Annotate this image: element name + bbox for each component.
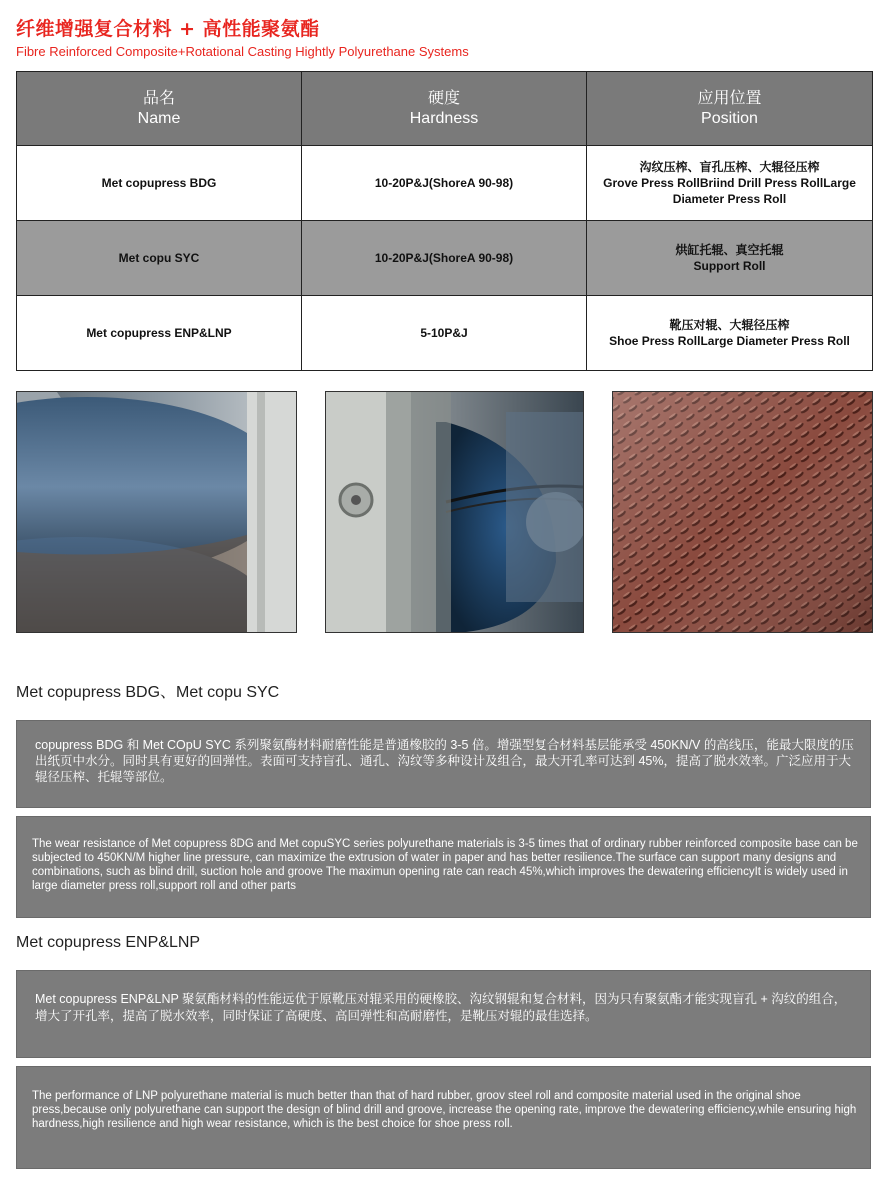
position-cn: 烘缸托辊、真空托辊 <box>675 243 784 257</box>
position-en: Shoe Press RollLarge Diameter Press Roll <box>609 334 850 348</box>
description-text: The wear resistance of Met copupress 8DG and Met copuSYC series polyurethane materials is 3-5 times that of ordinary rubber reinforced composite base can be subjected to 450KN/M higher line pressure, can maximize the extrusion of water in paper and has better resilience.The surface can support many designs and combinations, such as blind drill, suction hole and groove The maximun opening rate can reach 45%,which improves the dewatering efficiencyIt is widely used in large diameter press roll,support roll and other parts <box>32 838 858 892</box>
description-box-en <box>16 1066 871 1169</box>
cell-name: Met copupress ENP&LNP <box>17 296 302 371</box>
table-row <box>17 146 873 221</box>
machine-photo <box>325 391 584 633</box>
table-row <box>17 221 873 296</box>
description-text: The performance of LNP polyurethane material is much better than that of hard rubber, groov steel roll and composite material used in the original shoe press,because only polyurethane can support the design of blind drill and groove, increase the opening rate, improve the dewatering efficiency,while ensuring high hardness,high resilience and high wear resistance, which is the best choice for shoe press roll. <box>32 1090 857 1130</box>
page-title-en: Fibre Reinforced Composite+Rotational Casting Hightly Polyurethane Systems <box>16 44 469 59</box>
description-box-cn <box>16 720 871 808</box>
description-text: Met copupress ENP&LNP 聚氨酯材料的性能远优于原靴压对辊采用的硬橡胶、沟纹钢辊和复合材料，因为只有聚氨酯才能实现盲孔 + 沟纹的组合，增大了开孔率，提高了脱水效率，同时保证了高硬度、高回弹性和高耐磨性，是靴压对辊的最佳选择。 <box>35 992 847 1023</box>
cell-position <box>587 221 873 296</box>
cell-hardness: 10-20P&J(ShoreA 90-98) <box>302 221 587 296</box>
description-box-en <box>16 816 871 918</box>
col-header-label-en: Hardness <box>409 109 479 127</box>
col-header-name <box>17 72 302 146</box>
col-header-position <box>587 72 873 146</box>
roll-surface-texture-photo <box>612 391 873 633</box>
cell-hardness: 10-20P&J(ShoreA 90-98) <box>302 146 587 221</box>
page-title-cn: 纤维增强复合材料 + 高性能聚氨酯 <box>16 18 320 40</box>
spec-table <box>16 71 873 371</box>
table-header-row <box>17 72 873 146</box>
col-header-label-en: Name <box>137 109 181 127</box>
cell-position <box>587 146 873 221</box>
cell-name: Met copu SYC <box>17 221 302 296</box>
col-header-label-cn: 硬度 <box>427 89 460 107</box>
position-cn: 沟纹压榨、盲孔压榨、大辊径压榨 <box>639 160 820 174</box>
section-heading: Met copupress BDG、Met copu SYC <box>16 684 280 701</box>
position-en: Support Roll <box>693 259 766 273</box>
press-roll-photo <box>16 391 297 633</box>
col-header-label-en: Position <box>701 109 758 127</box>
cell-hardness: 5-10P&J <box>302 296 587 371</box>
description-box-cn <box>16 970 871 1058</box>
position-en: Grove Press RollBriind Drill Press RollLarge Diameter Press Roll <box>603 176 856 206</box>
cell-name: Met copupress BDG <box>17 146 302 221</box>
col-header-label-cn: 品名 <box>142 89 175 107</box>
description-text: copupress BDG 和 Met COpU SYC 系列聚氨酶材料耐磨性能是普通橡胶的 3-5 倍。增强型复合材料基层能承受 450KN/V 的高线压，能最大限度的压出纸页中水分。同时具有更好的回弹性。表面可支持盲孔、通孔、沟纹等多种设计及组合，最大开孔率可达到 45%，提高了脱水效率。广泛应用于大辊径压榨、托辊等部位。 <box>35 738 854 784</box>
cell-position <box>587 296 873 371</box>
col-header-label-cn: 应用位置 <box>697 89 762 107</box>
section-heading: Met copupress ENP&LNP <box>16 934 201 951</box>
position-cn: 靴压对辊、大辊径压榨 <box>669 318 790 332</box>
col-header-hardness <box>302 72 587 146</box>
table-row <box>17 296 873 371</box>
